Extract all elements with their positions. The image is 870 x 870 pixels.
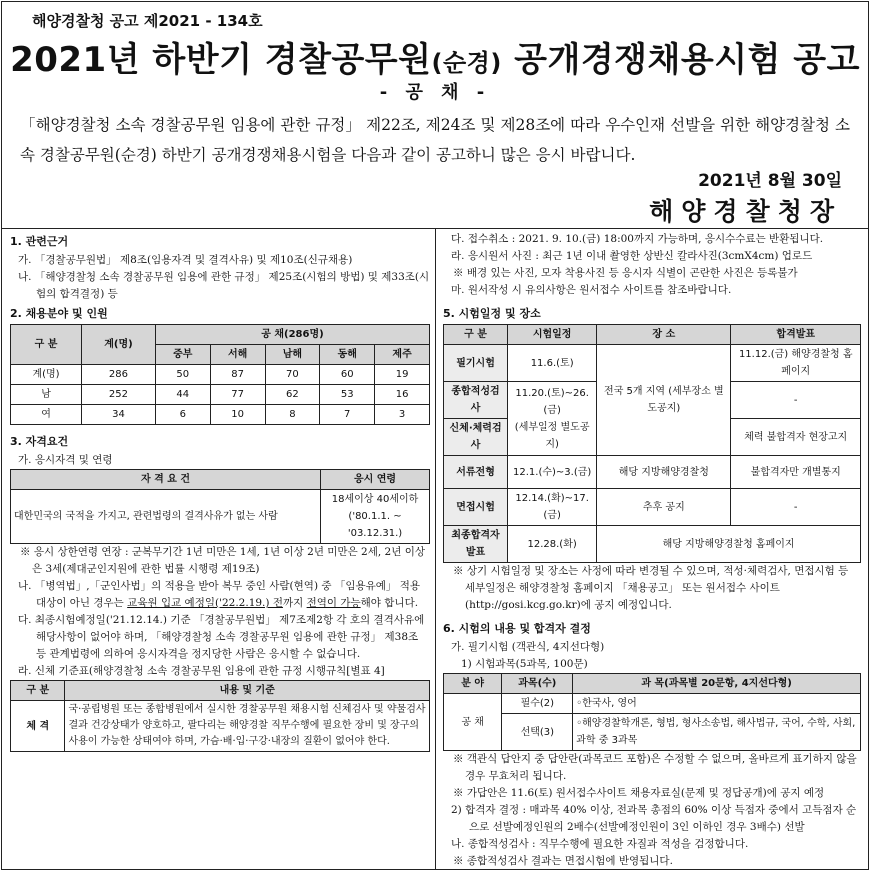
table-header: 응시 연령: [321, 470, 430, 490]
agency-name: 해양경찰청장: [649, 197, 842, 226]
table-header: 장 소: [597, 325, 731, 345]
table-cell: 12.14.(화)~17.(금): [508, 489, 597, 526]
table-cell: 추후 공지: [597, 489, 731, 526]
schedule-table: [443, 324, 861, 563]
table-cell: 면접시험: [444, 489, 508, 526]
body-standard-table: [10, 680, 430, 752]
table-cell: 286: [82, 365, 156, 385]
table-cell: 12.1.(수)~3.(금): [508, 456, 597, 489]
table-header: 구 분: [11, 681, 65, 701]
subsection-heading: 나. 종합적성검사 : 직무수행에 필요한 자질과 적성을 검정합니다.: [451, 838, 749, 850]
eligibility-item: [10, 578, 430, 612]
table-row: [11, 385, 430, 405]
note-text: ※ 배경 있는 사진, 모자 착용사진 등 응시자 식별이 곤란한 사진은 등록불가: [453, 267, 798, 279]
table-cell: 여: [11, 405, 82, 425]
region-header: 동해: [320, 345, 375, 365]
table-cell: 체 격: [11, 701, 65, 752]
table-cell: 체력 불합격자 현장고지: [731, 419, 861, 456]
table-cell: 해당 지방해양경찰청: [597, 456, 731, 489]
schedule-date: 11.20.(토)~26.(금): [515, 387, 589, 416]
intro-paragraph: 「해양경찰청 소속 경찰공무원 임용에 관한 규정」 제22조, 제24조 및 제28조에 따라 우수인재 선발을 위한 해양경찰청 소속 경찰공무원(순경) 하반기 공개경쟁채용시험을 다음과 같이 공고하니 많은 응시 바랍니다.: [20, 116, 850, 164]
table-row: [11, 405, 430, 425]
eligibility-item: 다. 최종시험예정일('21.12.14.) 기준 「경찰공무원법」 제7조제2항 각 호의 결격사유에 해당사항이 없어야 하며, 「해양경찰청 소속 경찰공무원 임용에 관한 규정」 제38조 등 관계법령에 의하여 응시자격을 정지당한 사람은 응시할 수 없습니다.: [18, 614, 425, 660]
table-cell: 국·공립병원 또는 종합병원에서 실시한 경찰공무원 채용시험 신체검사 및 약물검사 결과 건강상태가 양호하고, 팔다리는 해양경찰 직무수행에 필요한 장비 및 장구의 사용이 가능한 상태여야 하며, 가슴·배·입·구강·내장의 질환이 없어야 한다.: [65, 701, 430, 752]
right-column: [443, 231, 861, 870]
table-row: [444, 694, 861, 714]
table-header: 공 채(286명): [155, 325, 429, 345]
notice-page: [1, 1, 869, 870]
section-heading: 6. 시험의 내용 및 합격자 결정: [443, 622, 591, 635]
table-cell: 3: [375, 405, 430, 425]
table-cell: 77: [210, 385, 265, 405]
basis-item: 가. 「경찰공무원법」 제8조(임용자격 및 결격사유) 및 제10조(신규채용): [18, 254, 353, 266]
column-divider: [435, 228, 436, 869]
table-cell: ◦한국사, 영어: [573, 694, 861, 714]
subsection-item: 1) 시험과목(5과목, 100문): [461, 658, 588, 670]
table-cell: 19: [375, 365, 430, 385]
table-cell: 신체·체력검사: [444, 419, 508, 456]
table-header: 구 분: [11, 325, 82, 365]
application-item: 마. 원서작성 시 유의사항은 원서접수 사이트를 참조바랍니다.: [451, 284, 732, 296]
application-item: 라. 응시원서 사진 : 최근 1년 이내 촬영한 상반신 칼라사진(3cmX4cm) 업로드: [451, 250, 813, 262]
schedule-note: (세부일정 별도공지): [514, 421, 590, 450]
table-cell: -: [731, 382, 861, 419]
table-cell: 최종합격자발표: [444, 526, 508, 563]
table-row: [11, 490, 430, 544]
table-cell: 선택(3): [502, 714, 573, 751]
note-text: ※ 가답안은 11.6(토) 원서접수사이트 채용자료실(문제 및 정답공개)에 공지 예정: [453, 787, 825, 799]
table-header: 과목(수): [502, 674, 573, 694]
table-cell: -: [731, 489, 861, 526]
table-cell: 60: [320, 365, 375, 385]
age-range: 18세이상 40세이하: [331, 494, 419, 505]
table-row: [444, 526, 861, 563]
table-cell: 44: [155, 385, 210, 405]
item-text: 까지: [282, 597, 307, 609]
table-row: [11, 365, 430, 385]
table-cell: 불합격자만 개별통지: [731, 456, 861, 489]
table-cell: 252: [82, 385, 156, 405]
table-cell: 7: [320, 405, 375, 425]
table-cell: 필수(2): [502, 694, 573, 714]
section-heading: 5. 시험일정 및 장소: [443, 307, 541, 320]
note-text: ※ 종합적성검사 결과는 면접시험에 반영됩니다.: [453, 855, 673, 867]
table-cell: 12.28.(화): [508, 526, 597, 563]
table-header: 과 목(과목별 20문항, 4지선다형): [573, 674, 861, 694]
region-header: 남해: [265, 345, 320, 365]
left-column: [10, 231, 430, 752]
section-heading: 2. 채용분야 및 인원: [10, 307, 108, 320]
table-cell: 10: [210, 405, 265, 425]
table-cell: 16: [375, 385, 430, 405]
note-text: ※ 응시 상한연령 연장 : 군복무기간 1년 미만은 1세, 1년 이상 2년 미만은 2세, 2년 이상은 3세(제대군인지원에 관한 법률 시행령 제19조): [20, 546, 426, 575]
table-header: 합격발표: [731, 325, 861, 345]
table-header: 구 분: [444, 325, 508, 345]
table-cell: 전국 5개 지역 (세부장소 별도공지): [597, 345, 731, 456]
table-cell: 해당 지방해양경찰청 홈페이지: [597, 526, 861, 563]
table-cell: 11.12.(금) 해양경찰청 홈페이지: [731, 345, 861, 382]
table-cell: [321, 490, 430, 544]
table-cell: 8: [265, 405, 320, 425]
table-cell: 필기시험: [444, 345, 508, 382]
title-rank: (순경): [431, 49, 502, 77]
birth-range: ('80.1.1. ~ '03.12.31.): [347, 511, 403, 539]
region-header: 제주: [375, 345, 430, 365]
emphasis-text: 교육원 입교 예정일('22.2.19.) 전: [127, 597, 283, 609]
table-cell: 6: [155, 405, 210, 425]
table-header: 내용 및 기준: [65, 681, 430, 701]
region-header: 중부: [155, 345, 210, 365]
table-cell: 62: [265, 385, 320, 405]
emphasis-text: 전역이 가능: [306, 597, 361, 609]
table-cell: 서류전형: [444, 456, 508, 489]
table-cell: [508, 382, 597, 456]
table-header: 시험일정: [508, 325, 597, 345]
title-main: 2021년 하반기 경찰공무원: [10, 40, 432, 80]
table-row: [444, 489, 861, 526]
table-header: 분 야: [444, 674, 502, 694]
subsection-heading: 가. 응시자격 및 연령: [18, 454, 113, 466]
subjects-table: [443, 673, 861, 751]
table-cell: 87: [210, 365, 265, 385]
recruitment-table: [10, 324, 430, 425]
table-cell: 계(명): [11, 365, 82, 385]
table-cell: 11.6.(토): [508, 345, 597, 382]
table-cell: 종합적성검사: [444, 382, 508, 419]
note-text: ※ 상기 시험일정 및 장소는 사정에 따라 변경될 수 있으며, 적성·체력검사, 면접시험 등 세부일정은 해양경찰청 홈페이지 「채용공고」 또는 원서접수 사이트(http://gosi.kcg.go.kr)에 공지 예정입니다.: [453, 565, 849, 611]
table-cell: 대한민국의 국적을 가지고, 관련법령의 결격사유가 없는 사람: [11, 490, 321, 544]
table-header: 계(명): [82, 325, 156, 365]
title-tail: 공개경쟁채용시험 공고: [501, 40, 860, 80]
note-text: ※ 객관식 답안지 중 답안란(과목코드 포함)은 수정할 수 없으며, 올바르게 표기하지 않을 경우 무효처리 됩니다.: [453, 753, 857, 782]
table-row: [444, 345, 861, 382]
basis-item: 나. 「해양경찰청 소속 경찰공무원 임용에 관한 규정」 제25조(시험의 방법) 및 제33조(시험의 합격결정) 등: [18, 271, 430, 300]
table-cell: 공 채: [444, 694, 502, 751]
section-heading: 1. 관련근거: [10, 235, 69, 248]
application-item: 다. 접수취소 : 2021. 9. 10.(금) 18:00까지 가능하며, 응시수수료는 반환됩니다.: [451, 233, 824, 245]
region-header: 서해: [210, 345, 265, 365]
table-row: [444, 714, 861, 751]
subsection-item: 2) 합격자 결정 : 매과목 40% 이상, 전과목 총점의 60% 이상 득점자 중에서 고득점자 순으로 선발예정인원의 2배수(선발예정인원이 3인 이하인 경우 3배수) 선발: [451, 804, 857, 833]
notice-date: 2021년 8월 30일: [698, 171, 842, 191]
table-row: [444, 456, 861, 489]
subsection-heading: 가. 필기시험 (객관식, 4지선다형): [451, 641, 605, 653]
subtitle: - 공 채 -: [379, 82, 491, 103]
table-row: [11, 701, 430, 752]
item-text: 해야 합니다.: [360, 597, 419, 609]
item-text: 나. 「병역법」,「군인사법」의 적용을 받아 복무 중인 사람(현역) 중 「임용유예」 적용 대상이 아닌 경우는: [18, 580, 421, 609]
table-header: 자 격 요 건: [11, 470, 321, 490]
notice-number: 해양경찰청 공고 제2021 - 134호: [32, 12, 263, 30]
eligibility-item: 라. 신체 기준표(해양경찰청 소속 경찰공무원 임용에 관한 규정 시행규칙[별표 4]: [18, 665, 385, 677]
table-cell: 34: [82, 405, 156, 425]
table-cell: 남: [11, 385, 82, 405]
table-cell: 53: [320, 385, 375, 405]
table-cell: 50: [155, 365, 210, 385]
eligibility-table: [10, 469, 430, 544]
table-cell: 70: [265, 365, 320, 385]
section-heading: 3. 자격요건: [10, 435, 69, 448]
table-cell: ◦해양경찰학개론, 형법, 형사소송법, 해사법규, 국어, 수학, 사회, 과학 중 3과목: [573, 714, 861, 751]
page-title: [2, 32, 868, 81]
